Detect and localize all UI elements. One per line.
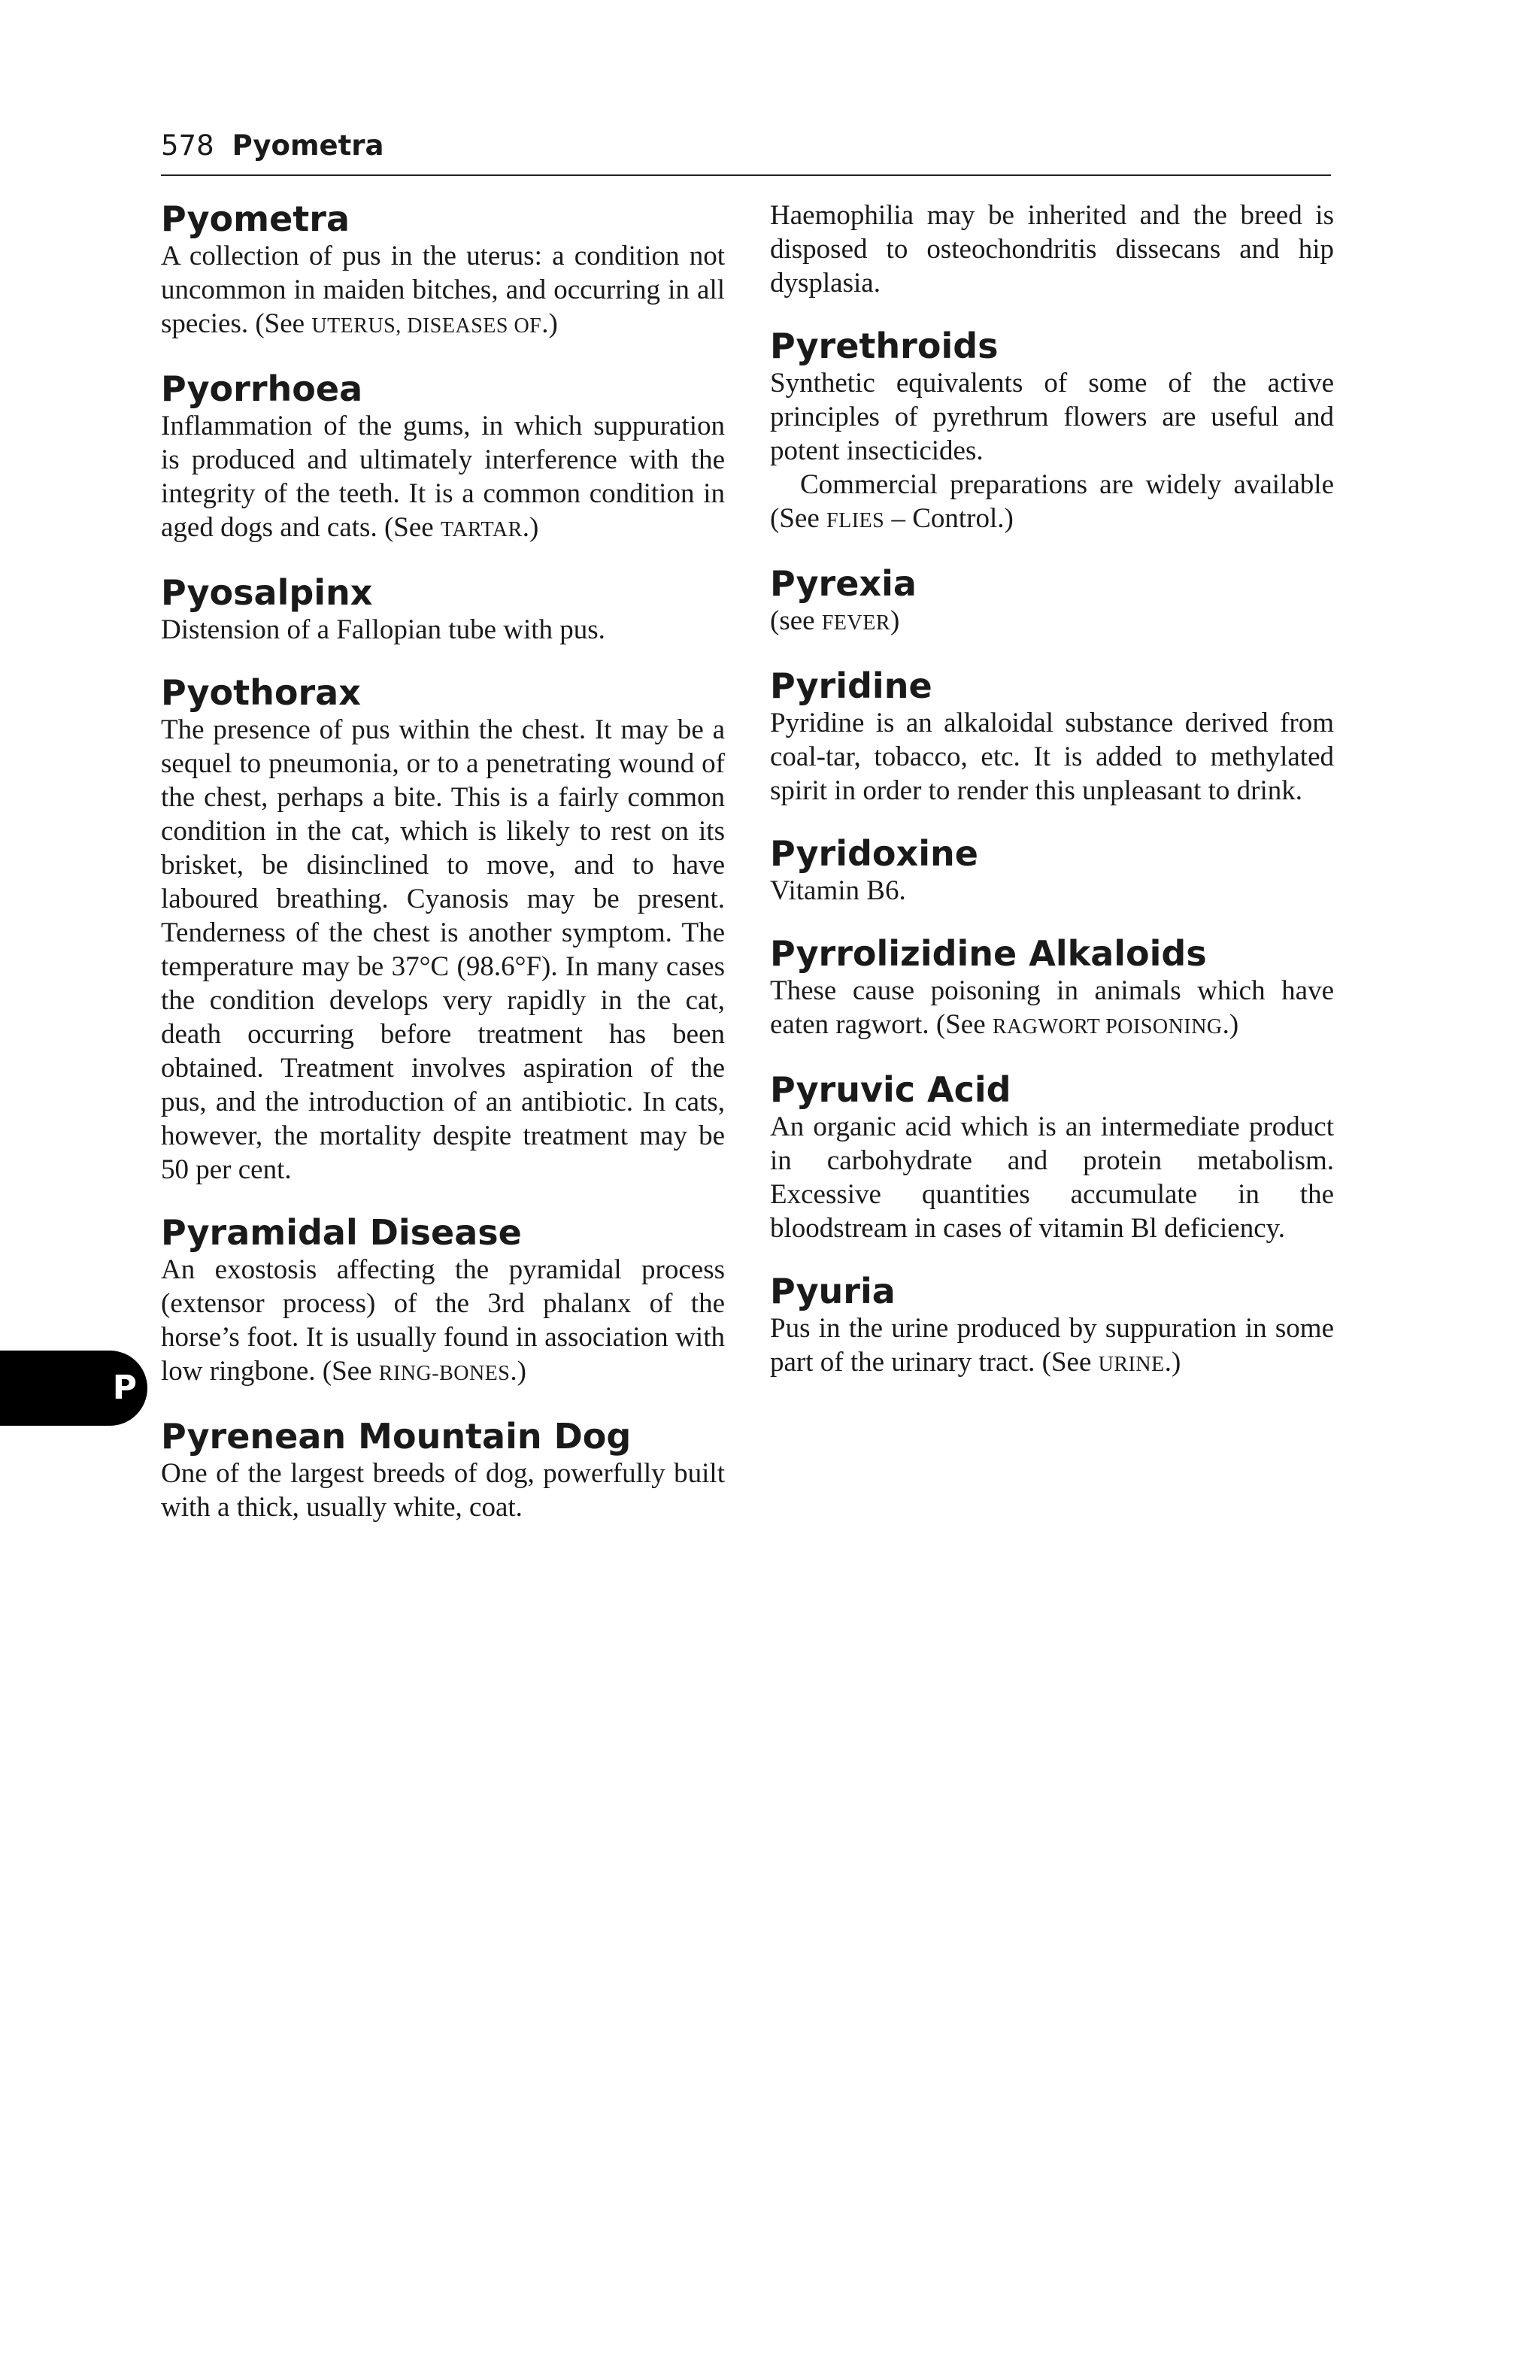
entry-term: Pyorrhoea	[161, 368, 363, 409]
entry-term: Pyometra	[161, 199, 350, 239]
definition-text: Pyridine is an alkaloidal substance derived from coal-tar, tobacco, etc. It is added to methylated spirit in order to render this unpleasant to drink.	[770, 708, 1334, 806]
definition-text: Vitamin B6.	[770, 875, 906, 906]
definition-text: Distension of a Fallopian tube with pus.	[161, 614, 605, 645]
cross-reference: RING-BONES	[378, 1362, 511, 1385]
definition-text: .)	[510, 1356, 526, 1387]
entry-definition	[770, 199, 1334, 300]
cross-reference: RAGWORT POISONING	[992, 1015, 1223, 1038]
entry-term: Pyrrolizidine Alkaloids	[770, 933, 1207, 974]
definition-text: An exostosis affecting the pyramidal process (extensor process) of the 3rd phalanx of the horse’s foot. It is usually found in association with low ringbone. (	[161, 1254, 725, 1387]
definition-text: One of the largest breeds of dog, powerfully built with a thick, usually white, coat.	[161, 1458, 725, 1523]
dictionary-entry	[770, 833, 1334, 908]
dictionary-entry	[161, 199, 725, 343]
cross-reference: FEVER	[821, 611, 891, 635]
entry-definition	[770, 706, 1334, 808]
definition-text: )	[890, 605, 900, 636]
definition-text: These cause poisoning in animals which have eaten ragwort. (	[770, 975, 1334, 1040]
definition-text: (	[770, 605, 780, 636]
dictionary-entry	[770, 933, 1334, 1044]
dictionary-entry	[161, 368, 725, 547]
entry-term: Pyuria	[770, 1271, 896, 1311]
entry-term: Pyothorax	[161, 672, 361, 713]
section-thumb-tab	[0, 1351, 147, 1426]
definition-text: .)	[522, 512, 539, 543]
definition-text: See	[393, 512, 434, 543]
entry-definition	[770, 468, 1334, 538]
definition-text: See	[1050, 1347, 1092, 1378]
dictionary-entry	[770, 326, 1334, 538]
entry-definition	[770, 974, 1334, 1044]
entry-definition	[770, 604, 1334, 640]
entry-definition	[770, 874, 1334, 908]
right-column	[770, 199, 1334, 1407]
definition-text: See	[779, 503, 820, 534]
left-column	[161, 199, 725, 1550]
cross-reference: TARTAR	[440, 518, 523, 541]
dictionary-entry	[770, 199, 1334, 300]
definition-text: .)	[541, 308, 558, 339]
dictionary-entry	[770, 665, 1334, 808]
thumb-tab-letter: P	[112, 1369, 137, 1407]
entry-definition	[161, 1253, 725, 1390]
dictionary-entry	[770, 1069, 1334, 1245]
cross-reference: FLIES	[826, 509, 885, 532]
definition-text: see	[779, 605, 815, 636]
entry-term: Pyrexia	[770, 563, 917, 604]
entry-definition	[161, 239, 725, 343]
definition-text: Commercial preparations are widely available (	[770, 469, 1334, 534]
definition-text: .)	[1222, 1009, 1239, 1040]
cross-reference: UTERUS, DISEASES OF	[311, 314, 542, 338]
entry-term: Pyrethroids	[770, 326, 999, 366]
definition-text: Haemophilia may be inherited and the breed is disposed to osteochondritis dissecans and hip dysplasia.	[770, 200, 1334, 299]
entry-definition	[770, 1311, 1334, 1381]
definition-text: – Control.)	[884, 503, 1014, 534]
definition-text: .)	[1164, 1347, 1181, 1378]
entry-term: Pyosalpinx	[161, 572, 373, 613]
cross-reference: URINE	[1098, 1353, 1165, 1376]
entry-term: Pyruvic Acid	[770, 1069, 1011, 1110]
entry-definition	[161, 713, 725, 1187]
definition-text: See	[264, 308, 305, 339]
definition-text: Synthetic equivalents of some of the active principles of pyrethrum flowers are useful and potent insecticides.	[770, 368, 1334, 466]
running-title: Pyometra	[232, 129, 384, 162]
definition-text: Inflammation of the gums, in which suppuration is produced and ultimately interference with the integrity of the teeth. It is a common condition in aged dogs and cats. (	[161, 411, 725, 543]
definition-text: A collection of pus in the uterus: a condition not uncommon in maiden bitches, and occurring in all species. (	[161, 241, 725, 339]
dictionary-entry	[161, 1212, 725, 1390]
entry-definition	[161, 1457, 725, 1524]
definition-text: See	[332, 1356, 372, 1387]
entry-term: Pyridine	[770, 665, 932, 706]
page-number: 578	[161, 129, 214, 162]
dictionary-entry	[161, 672, 725, 1187]
definition-text: An organic acid which is an intermediate product in carbohydrate and protein metabolism. Excessive quantities accumulate in the bloodstream in cases of vitamin Bl deficiency.	[770, 1111, 1334, 1244]
entry-definition	[161, 409, 725, 547]
dictionary-entry	[770, 563, 1334, 640]
entry-definition	[770, 1110, 1334, 1245]
dictionary-entry	[161, 572, 725, 647]
definition-text: The presence of pus within the chest. It may be a sequel to pneumonia, or to a penetrating wound of the chest, perhaps a bite. This is a fairly common condition in the cat, which is likely to rest on its brisket, be disinclined to move, and to have laboured breathing. Cyanosis may be present. Tenderness of the chest is another symptom. The temperature may be 37°C (98.6°F). In many cases the condition develops very rapidly in the cat, death occurring before treatment has been obtained. Treatment involves aspiration of the pus, and the introduction of an antibiotic. In cats, however, the mortality despite treatment may be 50 per cent.	[161, 714, 725, 1185]
entry-definition	[161, 613, 725, 647]
entry-term: Pyramidal Disease	[161, 1212, 522, 1253]
definition-text: Pus in the urine produced by suppuration in some part of the urinary tract. (	[770, 1313, 1334, 1378]
entry-definition	[770, 366, 1334, 468]
dictionary-entry	[161, 1416, 725, 1524]
entry-term: Pyridoxine	[770, 833, 978, 874]
entry-term: Pyrenean Mountain Dog	[161, 1416, 632, 1457]
dictionary-entry	[770, 1271, 1334, 1381]
running-head	[161, 125, 1331, 176]
definition-text: See	[945, 1009, 986, 1040]
